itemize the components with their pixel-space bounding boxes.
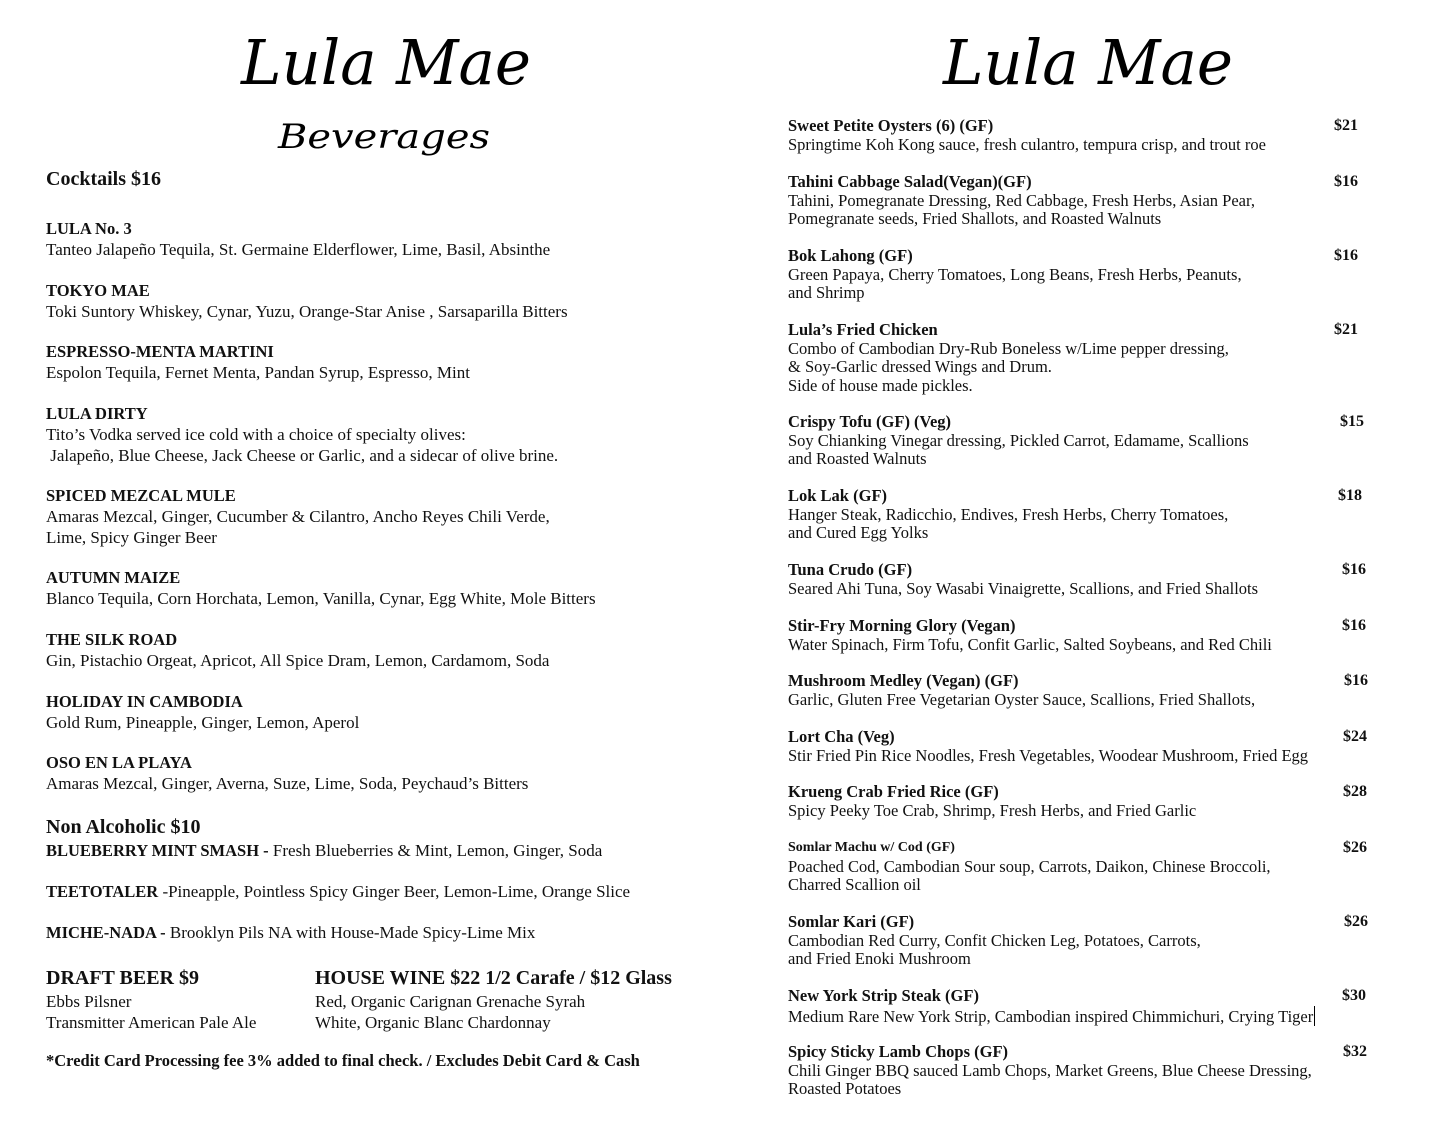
cocktail-desc: Lime, Spicy Ginger Beer	[46, 528, 217, 547]
beverages-subtitle-text: Beverages	[276, 117, 490, 157]
dish-name: Tahini Cabbage Salad(Vegan)(GF)	[788, 172, 1032, 191]
dish-desc: Cambodian Red Curry, Confit Chicken Leg, Potatoes, Carrots,	[788, 930, 1201, 950]
dish-item	[788, 413, 1378, 469]
nonalc-item	[46, 881, 630, 902]
cocktail-item	[46, 341, 470, 383]
dish-item	[788, 173, 1378, 229]
beer-item: Ebbs Pilsner	[46, 992, 132, 1011]
cocktail-item	[46, 567, 596, 609]
brand-logo-right	[940, 28, 1236, 98]
dish-name: Lula’s Fried Chicken	[788, 320, 938, 339]
cocktail-desc: Tanteo Jalapeño Tequila, St. Germaine Elderflower, Lime, Basil, Absinthe	[46, 240, 551, 259]
dish-name: Mushroom Medley (Vegan) (GF)	[788, 671, 1019, 690]
cocktails-heading: Cocktails $16	[46, 168, 161, 190]
nonalc-name: TEETOTALER	[46, 882, 159, 901]
nonalc-item	[46, 922, 535, 943]
cocktail-name: LULA DIRTY	[46, 404, 148, 423]
dish-price: $16	[1342, 617, 1366, 634]
draft-beer-block	[46, 965, 256, 1033]
beer-item: Transmitter American Pale Ale	[46, 1013, 257, 1032]
dish-desc: Spicy Peeky Toe Crab, Shrimp, Fresh Herbs, and Fried Garlic	[788, 800, 1197, 820]
dish-desc: & Soy-Garlic dressed Wings and Drum.	[788, 357, 1052, 376]
dish-price: $18	[1338, 487, 1362, 504]
cocktail-desc: Tito’s Vodka served ice cold with a choice of specialty olives:	[46, 425, 466, 444]
dish-price: $21	[1334, 117, 1358, 134]
brand-logo-text: Lula Mae	[240, 28, 531, 98]
nonalc-item	[46, 840, 602, 861]
dish-desc: and Roasted Walnuts	[788, 449, 927, 468]
beverages-subtitle-svg	[274, 112, 494, 162]
dish-name: Sweet Petite Oysters (6) (GF)	[788, 116, 994, 135]
dish-name: Stir-Fry Morning Glory (Vegan)	[788, 616, 1016, 635]
nonalc-desc: Fresh Blueberries & Mint, Lemon, Ginger, Soda	[268, 841, 603, 860]
house-wine-block	[315, 965, 672, 1033]
brand-logo-svg	[238, 28, 534, 98]
brand-logo-text: Lula Mae	[942, 28, 1233, 98]
house-wine-heading: HOUSE WINE $22 1/2 Carafe / $12 Glass	[315, 967, 672, 989]
dish-name: Tuna Crudo (GF)	[788, 560, 913, 579]
brand-logo-svg	[940, 28, 1236, 98]
cocktail-name: THE SILK ROAD	[46, 630, 178, 649]
cocktail-desc: Jalapeño, Blue Cheese, Jack Cheese or Garlic, and a sidecar of olive brine.	[46, 446, 559, 465]
dish-price: $26	[1344, 913, 1368, 930]
dish-desc: Side of house made pickles.	[788, 375, 973, 395]
dish-price: $21	[1334, 321, 1358, 338]
cocktail-desc: Amaras Mezcal, Ginger, Averna, Suze, Lime, Soda, Peychaud’s Bitters	[46, 774, 529, 793]
dish-desc: Medium Rare New York Strip, Cambodian inspired Chimmichuri, Crying Tiger	[788, 1006, 1314, 1026]
cocktail-name: SPICED MEZCAL MULE	[46, 486, 236, 505]
dish-name: Somlar Kari (GF)	[788, 912, 915, 931]
dish-price: $32	[1343, 1043, 1367, 1060]
cocktail-name: HOLIDAY IN CAMBODIA	[46, 692, 243, 711]
cocktail-item	[46, 403, 558, 466]
dish-desc: Hanger Steak, Radicchio, Endives, Fresh Herbs, Cherry Tomatoes,	[788, 504, 1229, 524]
dish-item	[788, 617, 1378, 654]
dish-item	[788, 987, 1378, 1026]
dish-price: $24	[1343, 728, 1367, 745]
nonalc-heading: Non Alcoholic $10	[46, 816, 201, 838]
brand-logo-left	[238, 28, 534, 98]
dish-item	[788, 321, 1378, 395]
dish-item	[788, 783, 1378, 820]
cocktail-item	[46, 485, 550, 548]
dish-price: $15	[1340, 413, 1364, 430]
cocktail-name: TOKYO MAE	[46, 281, 150, 300]
nonalc-name: MICHE-NADA -	[46, 923, 166, 942]
dish-desc: Roasted Potatoes	[788, 1079, 902, 1098]
cocktail-item	[46, 218, 550, 260]
text-cursor	[1314, 1006, 1315, 1026]
dish-desc: Springtime Koh Kong sauce, fresh culantro, tempura crisp, and trout roe	[788, 134, 1266, 154]
cocktail-item	[46, 280, 568, 322]
dish-name: New York Strip Steak (GF)	[788, 986, 979, 1005]
dish-desc: Soy Chianking Vinegar dressing, Pickled Carrot, Edamame, Scallions	[788, 430, 1249, 450]
dish-name: Lort Cha (Veg)	[788, 727, 895, 746]
dish-name: Lok Lak (GF)	[788, 486, 888, 505]
dish-item	[788, 561, 1378, 598]
cocktail-item	[46, 691, 359, 733]
dish-item	[788, 1043, 1378, 1099]
nonalc-name: BLUEBERRY MINT SMASH -	[46, 841, 269, 860]
dish-desc: Tahini, Pomegranate Dressing, Red Cabbage, Fresh Herbs, Asian Pear,	[788, 190, 1255, 210]
cocktail-name: ESPRESSO-MENTA MARTINI	[46, 342, 274, 361]
cocktail-name: LULA No. 3	[46, 219, 132, 238]
cocktail-name: AUTUMN MAIZE	[46, 568, 181, 587]
dish-desc: Pomegranate seeds, Fried Shallots, and Roasted Walnuts	[788, 209, 1162, 228]
dish-price: $28	[1343, 783, 1367, 800]
dish-desc: Garlic, Gluten Free Vegetarian Oyster Sauce, Scallions, Fried Shallots,	[788, 689, 1256, 709]
cocktail-desc: Gold Rum, Pineapple, Ginger, Lemon, Aperol	[46, 713, 360, 732]
dish-item	[788, 728, 1378, 765]
dish-name: Bok Lahong (GF)	[788, 246, 913, 265]
dish-desc: and Cured Egg Yolks	[788, 523, 929, 542]
dish-item	[788, 839, 1378, 895]
dish-name: Spicy Sticky Lamb Chops (GF)	[788, 1042, 1009, 1061]
dish-item	[788, 672, 1378, 709]
dish-desc: Chili Ginger BBQ sauced Lamb Chops, Market Greens, Blue Cheese Dressing,	[788, 1060, 1312, 1080]
dish-desc: Green Papaya, Cherry Tomatoes, Long Beans, Fresh Herbs, Peanuts,	[788, 264, 1242, 284]
dish-price: $16	[1342, 561, 1366, 578]
dish-item	[788, 247, 1378, 303]
draft-beer-heading: DRAFT BEER $9	[46, 967, 199, 989]
dish-desc: Poached Cod, Cambodian Sour soup, Carrots, Daikon, Chinese Broccoli,	[788, 856, 1271, 876]
dish-desc: and Shrimp	[788, 283, 865, 302]
cocktail-desc: Espolon Tequila, Fernet Menta, Pandan Syrup, Espresso, Mint	[46, 363, 470, 382]
cocktail-desc: Gin, Pistachio Orgeat, Apricot, All Spice Dram, Lemon, Cardamom, Soda	[46, 651, 550, 670]
dish-desc: Stir Fried Pin Rice Noodles, Fresh Vegetables, Woodear Mushroom, Fried Egg	[788, 745, 1309, 765]
dish-price: $16	[1334, 173, 1358, 190]
wine-item: Red, Organic Carignan Grenache Syrah	[315, 992, 586, 1011]
dish-desc: Charred Scallion oil	[788, 875, 921, 894]
dish-name: Krueng Crab Fried Rice (GF)	[788, 782, 999, 801]
dish-item	[788, 913, 1378, 969]
dish-item	[788, 117, 1378, 154]
dish-price: $26	[1343, 839, 1367, 856]
dish-desc: Seared Ahi Tuna, Soy Wasabi Vinaigrette, Scallions, and Fried Shallots	[788, 578, 1259, 598]
dish-desc: Water Spinach, Firm Tofu, Confit Garlic, Salted Soybeans, and Red Chili	[788, 634, 1272, 654]
cocktail-desc: Amaras Mezcal, Ginger, Cucumber & Cilantro, Ancho Reyes Chili Verde,	[46, 507, 550, 526]
dish-desc: Combo of Cambodian Dry-Rub Boneless w/Lime pepper dressing,	[788, 338, 1229, 358]
dish-name: Somlar Machu w/ Cod (GF)	[788, 840, 955, 855]
wine-item: White, Organic Blanc Chardonnay	[315, 1013, 551, 1032]
nonalc-desc: Brooklyn Pils NA with House-Made Spicy-Lime Mix	[165, 923, 536, 942]
dish-item	[788, 487, 1378, 543]
credit-card-note: *Credit Card Processing fee 3% added to final check. / Excludes Debit Card & Cash	[46, 1051, 640, 1070]
dish-desc: and Fried Enoki Mushroom	[788, 949, 971, 968]
beverages-subtitle	[274, 112, 494, 162]
cocktail-desc: Toki Suntory Whiskey, Cynar, Yuzu, Orange-Star Anise , Sarsaparilla Bitters	[46, 302, 568, 321]
dish-price: $30	[1342, 987, 1366, 1004]
dish-price: $16	[1344, 672, 1368, 689]
cocktail-name: OSO EN LA PLAYA	[46, 753, 192, 772]
nonalc-desc: -Pineapple, Pointless Spicy Ginger Beer, Lemon-Lime, Orange Slice	[158, 882, 631, 901]
cocktail-item	[46, 629, 549, 671]
dish-desc-line	[788, 1006, 1378, 1027]
cocktail-desc: Blanco Tequila, Corn Horchata, Lemon, Vanilla, Cynar, Egg White, Mole Bitters	[46, 589, 596, 608]
dish-price: $16	[1334, 247, 1358, 264]
cocktail-item	[46, 752, 528, 794]
dish-name: Crispy Tofu (GF) (Veg)	[788, 412, 952, 431]
